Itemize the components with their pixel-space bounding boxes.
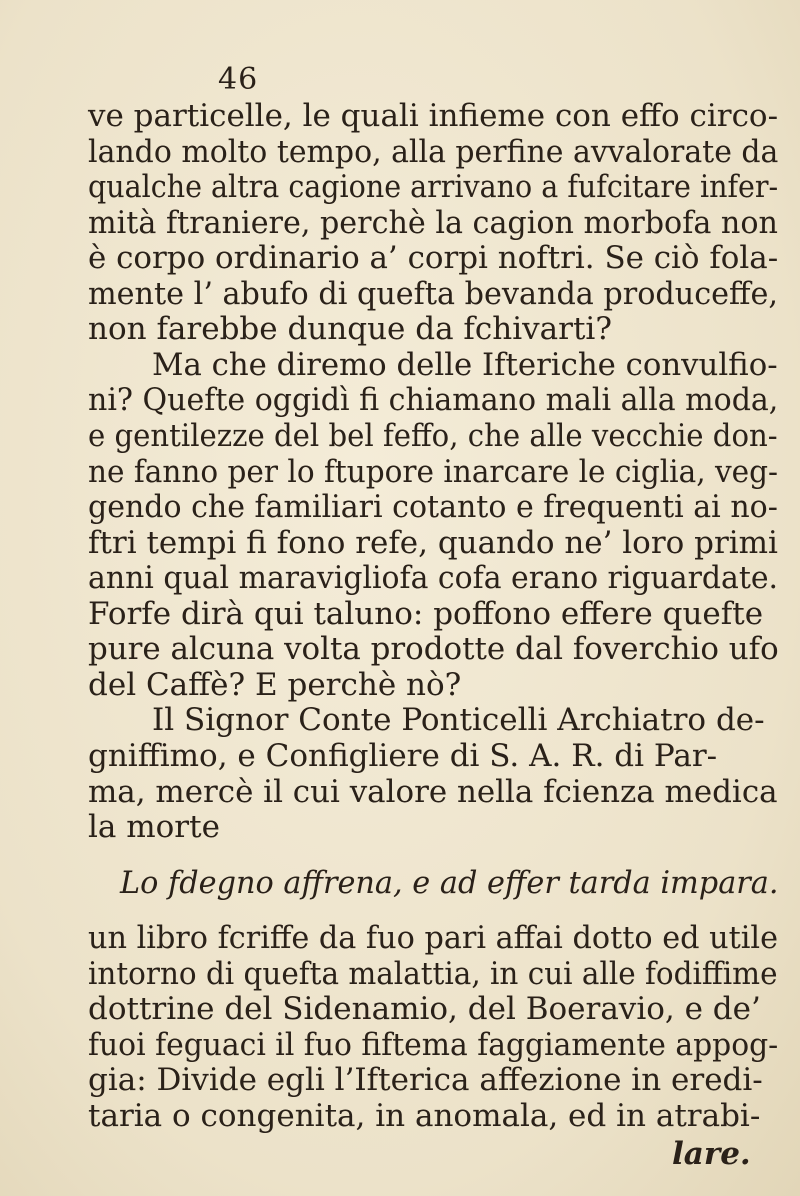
text-line: mità ftraniere, perchè la cagion morbofa non: [88, 205, 778, 241]
text-line: mente l’ abufo di quefta bevanda produceffe,: [88, 276, 779, 312]
text-line: Ma che diremo delle Ifteriche convulfio-: [152, 347, 778, 383]
text-line: un libro fcriffe da fuo pari affai dotto ed utile: [88, 920, 779, 956]
text-line: lando molto tempo, alla perfine avvalorate da: [88, 134, 779, 170]
text-line: gia: Divide egli l’Ifterica affezione in eredi-: [88, 1062, 763, 1098]
text-line: e gentilezze del bel feffo, che alle vecchie don-: [88, 418, 778, 454]
text-line: gendo che familiari cotanto e frequenti ai no-: [88, 489, 778, 525]
text-line: del Caffè? E perchè nò?: [88, 667, 462, 703]
text-line: dottrine del Sidenamio, del Boeravio, e de’: [88, 991, 761, 1027]
quoted-verse: Lo fdegno affrena, e ad effer tarda impara.: [120, 865, 779, 901]
text-line: fuoi feguaci il fuo fiftema faggiamente appog-: [88, 1027, 779, 1063]
text-line: ne fanno per lo ftupore inarcare le ciglia, veg-: [88, 454, 778, 490]
text-line: intorno di quefta malattia, in cui alle fodiffime: [88, 956, 778, 992]
text-line: la morte: [88, 809, 220, 845]
text-line: Forfe dirà qui taluno: poffono effere quefte: [88, 596, 764, 632]
text-line: Il Signor Conte Ponticelli Archiatro de-: [152, 702, 765, 738]
text-line: anni qual maravigliofa cofa erano riguardate.: [88, 560, 779, 596]
text-line: qualche altra cagione arrivano a fufcitare infer-: [88, 169, 779, 205]
page-number: 46: [218, 62, 259, 97]
text-line: ma, mercè il cui valore nella fcienza medica: [88, 774, 778, 810]
catchword: lare.: [672, 1136, 751, 1172]
text-line: non farebbe dunque da fchivarti?: [88, 311, 612, 347]
text-line: ni? Quefte oggidì fi chiamano mali alla moda,: [88, 382, 779, 418]
text-line: è corpo ordinario a’ corpi noftri. Se ciò fola-: [88, 240, 779, 276]
text-line: gniffimo, e Configliere di S. A. R. di Par-: [88, 738, 718, 774]
text-line: ftri tempi fi fono refe, quando ne’ loro primi: [88, 525, 778, 561]
text-line: taria o congenita, in anomala, ed in atrabi-: [88, 1098, 761, 1134]
text-line: ve particelle, le quali infieme con effo circo-: [88, 98, 779, 134]
text-line: pure alcuna volta prodotte dal foverchio ufo: [88, 631, 779, 667]
